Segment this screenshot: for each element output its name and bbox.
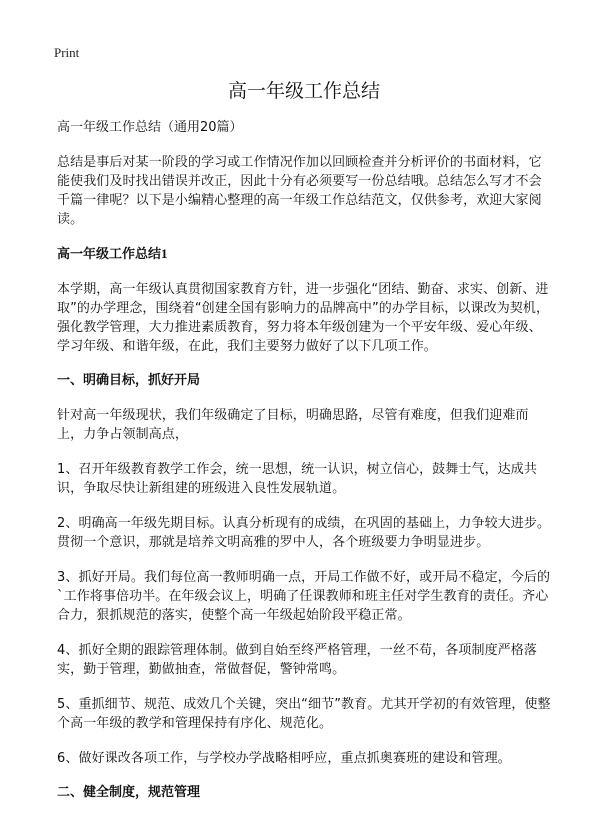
article-intro-paragraph: 本学期，高一年级认真贯彻国家教育方针，进一步强化“团结、勤奋、求实、创新、进取”的办学理念，围绕着“创建全国有影响力的品牌高中”的办学目标，以课改为契机，强化教学管理，大力推进素质教育，努力将本年级创建为一个平安年级、爱心年级、学习年级、和谐年级，在此，我们主要努力做好了以下几项工作。 [57, 282, 550, 354]
section-heading-1: 一、明确目标，抓好开局 [57, 373, 201, 388]
list-item: 4、抓好全期的跟踪管理体制。做到自始至终严格管理，一丝不苟，各项制度严格落实，勤于管理，勤做抽查，常做督促，警钟常鸣。 [57, 643, 537, 677]
document-subtitle: 高一年级工作总结（通用20篇） [57, 120, 243, 135]
print-link[interactable]: Print [54, 45, 80, 60]
list-item: 6、做好课改各项工作，与学校办学战略相呼应，重点抓奥赛班的建设和管理。 [57, 751, 511, 766]
intro-paragraph: 总结是事后对某一阶段的学习或工作情况作加以回顾检查并分析评价的书面材料，它能使我们及时找出错误并改正，因此十分有必须要写一份总结哦。总结怎么写才不会千篇一律呢？以下是小编精心整理的高一年级工作总结范文，仅供参考，欢迎大家阅读。 [57, 155, 542, 227]
article-heading [57, 245, 551, 264]
article-heading-number: 1 [161, 246, 168, 261]
list-item: 3、抓好开局。我们每位高一教师明确一点，开局工作做不好，或开局不稳定，今后的`工作将事倍功半。在年级会议上，明确了任课教师和班主任对学生教育的责任。齐心合力，狠抓规范的落实，使整个高一年级起始阶段平稳正常。 [57, 570, 551, 623]
document-title: 高一年级工作总结 [227, 80, 380, 102]
list-item: 1、召开年级教育教学工作会，统一思想，统一认识，树立信心，鼓舞士气，达成共识，争取尽快让新组建的班级进入良性发展轨道。 [57, 462, 537, 496]
section-heading-2: 二、健全制度，规范管理 [57, 785, 201, 800]
document-body [57, 78, 551, 818]
article-heading-text: 高一年级工作总结 [57, 247, 162, 262]
list-item: 5、重抓细节、规范、成效几个关键，突出“细节”教育。尤其开学初的有效管理，使整个高一年级的教学和管理保持有序化、规范化。 [57, 697, 551, 731]
section-1-intro: 针对高一年级现状，我们年级确定了目标，明确思路，尽管有难度，但我们迎难而上，力争占领制高点， [57, 408, 529, 442]
list-item: 2、明确高一年级先期目标。认真分析现有的成绩，在巩固的基础上，力争较大进步。贯彻一个意识，那就是培养文明高雅的罗中人，各个班级要力争明显进步。 [57, 516, 551, 550]
